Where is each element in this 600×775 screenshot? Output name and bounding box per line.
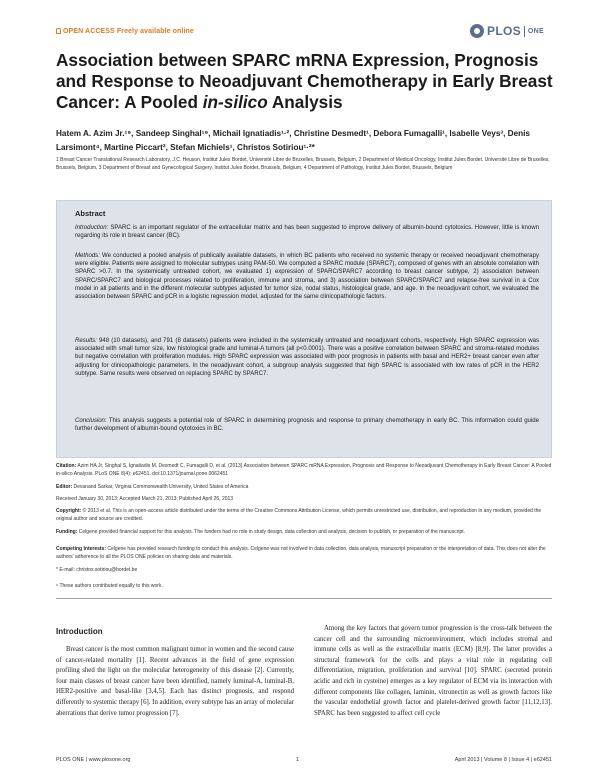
logo-separator xyxy=(524,26,525,37)
article-title xyxy=(56,50,556,113)
editor-text: Devanand Sarkar, Virginia Commonwealth University, United States of America xyxy=(72,484,249,490)
plos-wordmark: PLOS xyxy=(487,24,521,38)
plos-logo-icon xyxy=(470,24,484,38)
competing-label: Competing Interests: xyxy=(56,546,107,552)
article-dates: Received January 30, 2013; Accepted March 21, 2013; Published April 26, 2013 xyxy=(56,496,234,502)
conclusion-label: Conclusion: xyxy=(75,418,107,424)
citation-label: Citation: xyxy=(56,463,77,469)
equal-contribution-note: ⁹ These authors contributed equally to this work. xyxy=(56,583,163,589)
competing-text: Celgene has provided research funding to conduct this analysis. Celgene was not involved in data collection, data analysis, manuscript preparation or the interpretation of data. This does not alter the authors' adherence to all the PLOS ONE policies on sharing data and materials. xyxy=(56,546,546,560)
open-access-badge xyxy=(56,28,194,35)
results-label: Results: xyxy=(75,338,97,344)
journal-header xyxy=(56,26,544,42)
open-label: OPEN xyxy=(63,28,84,35)
abstract-methods xyxy=(75,252,539,301)
author-list: Hatem A. Azim Jr.¹⁹, Sandeep Singhal¹⁹, Michail Ignatiadis¹·², Christine Desmedt¹, Debora Fumagalli¹, Isabelle Veys³, Denis Larsimont⁴, Martine Piccart², Stefan Michiels¹, Christos Sotiriou¹·²* xyxy=(56,129,530,152)
editor xyxy=(56,484,552,492)
competing-interests xyxy=(56,546,552,561)
abstract-introduction xyxy=(75,224,539,240)
title-part-1: Association between SPARC mRNA Expression, Prognosis and Response to Neoadjuvant Chemotherapy in Early Breast Cancer: A Pooled xyxy=(56,50,553,112)
title-italic: in-silico xyxy=(202,92,268,112)
right-column xyxy=(314,624,552,719)
copyright-label: Copyright: xyxy=(56,508,82,514)
conclusion-text: This analysis suggests a potential role of SPARC in determining prognosis and response to primary chemotherapy in early BC. This information could guide further development of albumin-bound cytotoxics in BC. xyxy=(75,418,539,433)
funding xyxy=(56,529,552,537)
methods-text: We conducted a pooled analysis of publically available datasets, in which BC patients who received no systemic therapy or received neoadjuvant chemotherapy were eligible. Patients were assigned to molecular subtypes using PAM-50. We computed a SPARC module (SPARC7), composed of genes with an absolute correlation with SPARC >0.7. In the systemically untreated cohort, we evaluated 1) expression of SPARC/SPARC7 according to breast cancer subtype, 2) association between SPARC/SPARC7 and biological processes related to proliferation, immune and stroma, and 3) association between SPARC/SPARC7 and relapse-free survival in a Cox model in all patients and in the different molecular subtypes adjusted for tumor size, nodal status, histological grade, and age. In the neoadjuvant cohort, we evaluated the association between SPARC and pCR in a logistic regression model, adjusted for the same clinicopathologic factors. xyxy=(75,253,539,301)
title-part-2: Analysis xyxy=(267,92,343,112)
methods-label: Methods: xyxy=(75,253,100,259)
intro-paragraph-2: Among the key factors that govern tumor progression is the cross-talk between the cancer cell and the surrounding microenvironment, which includes stromal and immune cells as well as the extracellular matrix (ECM) [8,9]. The latter provides a structural framework for the cells and plays a vital role in regulating cell differentiation, migration, proliferation and survival [10]. SPARC (secreted protein acidic and rich in cysteine) emerges as a key regulator of ECM via its interaction with different components like collagen, laminin, vitronectin as well as growth factors like the vascular endothelial growth factor and platelet-derived growth factor [11,12,13]. SPARC has been suggested to affect cell cycle xyxy=(314,625,552,717)
open-lock-icon xyxy=(56,28,61,34)
abstract-box xyxy=(56,200,552,458)
left-column xyxy=(56,645,294,719)
editor-label: Editor: xyxy=(56,484,73,490)
plos-one-logo xyxy=(470,24,544,38)
citation xyxy=(56,463,552,478)
page-number: 1 xyxy=(296,757,300,763)
citation-text: Azim HA Jr, Singhal S, Ignatiadis M, Desmedt C, Fumagalli D, et al. (2013) Association between SPARC mRNA Expression, Prognosis and Response to Neoadjuvant Chemotherapy in Early Breast Cancer: A Pooled in-silico Analysis. PLoS ONE 8(4): e62451. doi:10.1371/journal.pone.0062451 xyxy=(56,463,552,477)
page-footer xyxy=(56,757,552,767)
intro-text: SPARC is an important regulator of the extracellular matrix and has been suggested to improve delivery of albumin-bound cytotoxics. However, little is known regarding its role in breast cancer (BC). xyxy=(75,225,539,240)
footer-journal: PLOS ONE | www.plosone.org xyxy=(56,757,131,763)
access-label: ACCESS Freely available online xyxy=(85,28,194,35)
intro-label: Introduction: xyxy=(75,225,109,231)
corresponding-email: * E-mail: christos.sotiriou@bordet.be xyxy=(56,567,138,573)
abstract-conclusion xyxy=(75,417,539,433)
affiliations: 1 Breast Cancer Translational Research Laboratory, J.C. Heuson, Institut Jules Bordet, Université Libre de Bruxelles, Brussels, Belgium, 2 Department of Medical Oncology, Institut Jules Bordet, Université Libre de Bruxelles, Brussels, Belgium, 3 Department of Breast and Gynecological Surgery, Institut Jules Bordet, Brussels, Belgium, 4 Department of Pathology, Institut Jules Bordet, Brussels, Belgium xyxy=(56,157,550,172)
introduction-heading: Introduction xyxy=(56,627,103,636)
funding-label: Funding: xyxy=(56,529,78,535)
section-divider xyxy=(56,598,552,599)
results-text: 948 (10 datasets), and 791 (8 datasets) patients were included in the systemically untreated and neoadjuvant cohorts, respectively. High SPARC expression was associated with small tumor size, low histological grade and luminal-A tumors (all p<0.0001). There was a positive correlation between SPARC and stroma-related modules but negative correlation with proliferation modules. High SPARC expression was associated with poor prognosis in patients with basal and HER2+ breast cancer even after adjusting for clinicopathologic parameters. In the neoadjuvant cohort, a subgroup analysis suggested that high SPARC is associated with low rates of pCR in the HER2 subtype. Same results were observed on replacing SPARC by SPARC7. xyxy=(75,338,539,377)
copyright xyxy=(56,508,552,523)
footer-issue: April 2013 | Volume 8 | Issue 4 | e62451 xyxy=(454,757,552,763)
abstract-results xyxy=(75,337,539,378)
one-wordmark: ONE xyxy=(527,27,544,35)
funding-text: Celgene provided financial support for this analysis. The funders had no role in study design, data collection and analysis, decision to publish, or preparation of the manuscript. xyxy=(77,529,466,535)
copyright-text: © 2013 et al. This is an open-access article distributed under the terms of the Creative Commons Attribution License, which permits unrestricted use, distribution, and reproduction in any medium, provided the original author and source are credited. xyxy=(56,508,542,522)
abstract-heading: Abstract xyxy=(75,209,106,218)
intro-paragraph-1: Breast cancer is the most common malignant tumor in women and the second cause of cancer-related mortality [1]. Recent advances in the field of gene expression profiling shed the light on the molecular heterogeneity of this disease [2]. Currently, four main classes of breast cancer have been identified, namely luminal-A, luminal-B, HER2-positive and basal-like [3,4,5]. Each has distinct prognosis, and respond differently to systemic therapy [6]. In addition, every subtype has an array of molecular aberrations that derive tumor progression [7]. xyxy=(56,646,294,717)
